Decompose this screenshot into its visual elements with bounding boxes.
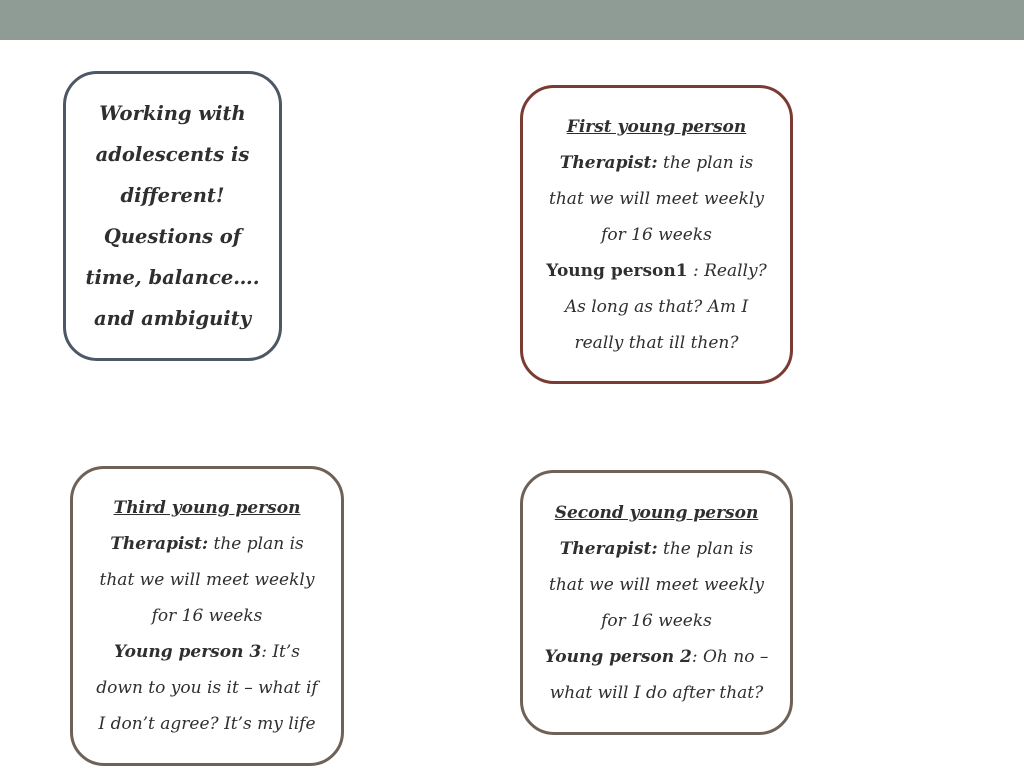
second-therapist-line: [560, 531, 753, 567]
therapist-label: Therapist:: [559, 152, 658, 173]
second-therapist-line3: for 16 weeks: [601, 610, 712, 631]
third-heading: Third young person: [113, 498, 301, 518]
second-young-person-box: [520, 470, 793, 735]
therapist-text: the plan is: [657, 538, 754, 559]
intro-line: Questions of: [103, 225, 242, 248]
first-therapist-line3: for 16 weeks: [601, 224, 712, 245]
first-therapist-line: [560, 145, 753, 181]
third-young-line2: down to you is it – what if: [96, 678, 318, 698]
therapist-label: Therapist:: [559, 538, 658, 559]
third-young-line3: I don’t agree? It’s my life: [98, 714, 316, 734]
second-young-line2: what will I do after that?: [549, 682, 764, 703]
third-therapist-line3: for 16 weeks: [151, 606, 263, 626]
second-heading: Second young person: [554, 502, 759, 523]
first-young-line2: As long as that? Am I: [564, 296, 749, 317]
third-young-line: [114, 634, 300, 670]
young-person-text: : Really?: [687, 260, 767, 281]
therapist-label: Therapist:: [110, 534, 209, 554]
third-therapist-line2: that we will meet weekly: [99, 570, 315, 590]
intro-line: and ambiguity: [93, 307, 252, 330]
intro-box: [63, 71, 282, 361]
young-person-text: : Oh no –: [691, 646, 769, 667]
first-therapist-line2: that we will meet weekly: [549, 188, 764, 209]
first-young-person-box: [520, 85, 793, 384]
second-therapist-line2: that we will meet weekly: [549, 574, 764, 595]
young-person-label: Young person 3: [113, 642, 262, 662]
third-young-person-box: [70, 466, 344, 766]
young-person-text: : It’s: [261, 642, 300, 662]
young-person-label: Young person 2: [544, 646, 692, 667]
intro-line: different!: [120, 184, 225, 207]
top-band: [0, 0, 1024, 40]
second-young-line: [545, 639, 769, 675]
intro-line: time, balance….: [85, 266, 260, 289]
third-therapist-line: [110, 526, 303, 562]
intro-line: Working with: [99, 102, 246, 125]
intro-line: adolescents is: [95, 143, 250, 166]
first-heading: First young person: [566, 116, 747, 137]
first-young-line3: really that ill then?: [574, 332, 739, 353]
first-young-line: [546, 253, 766, 289]
young-person-label: Young person1: [546, 260, 688, 281]
therapist-text: the plan is: [657, 152, 754, 173]
therapist-text: the plan is: [208, 534, 304, 554]
